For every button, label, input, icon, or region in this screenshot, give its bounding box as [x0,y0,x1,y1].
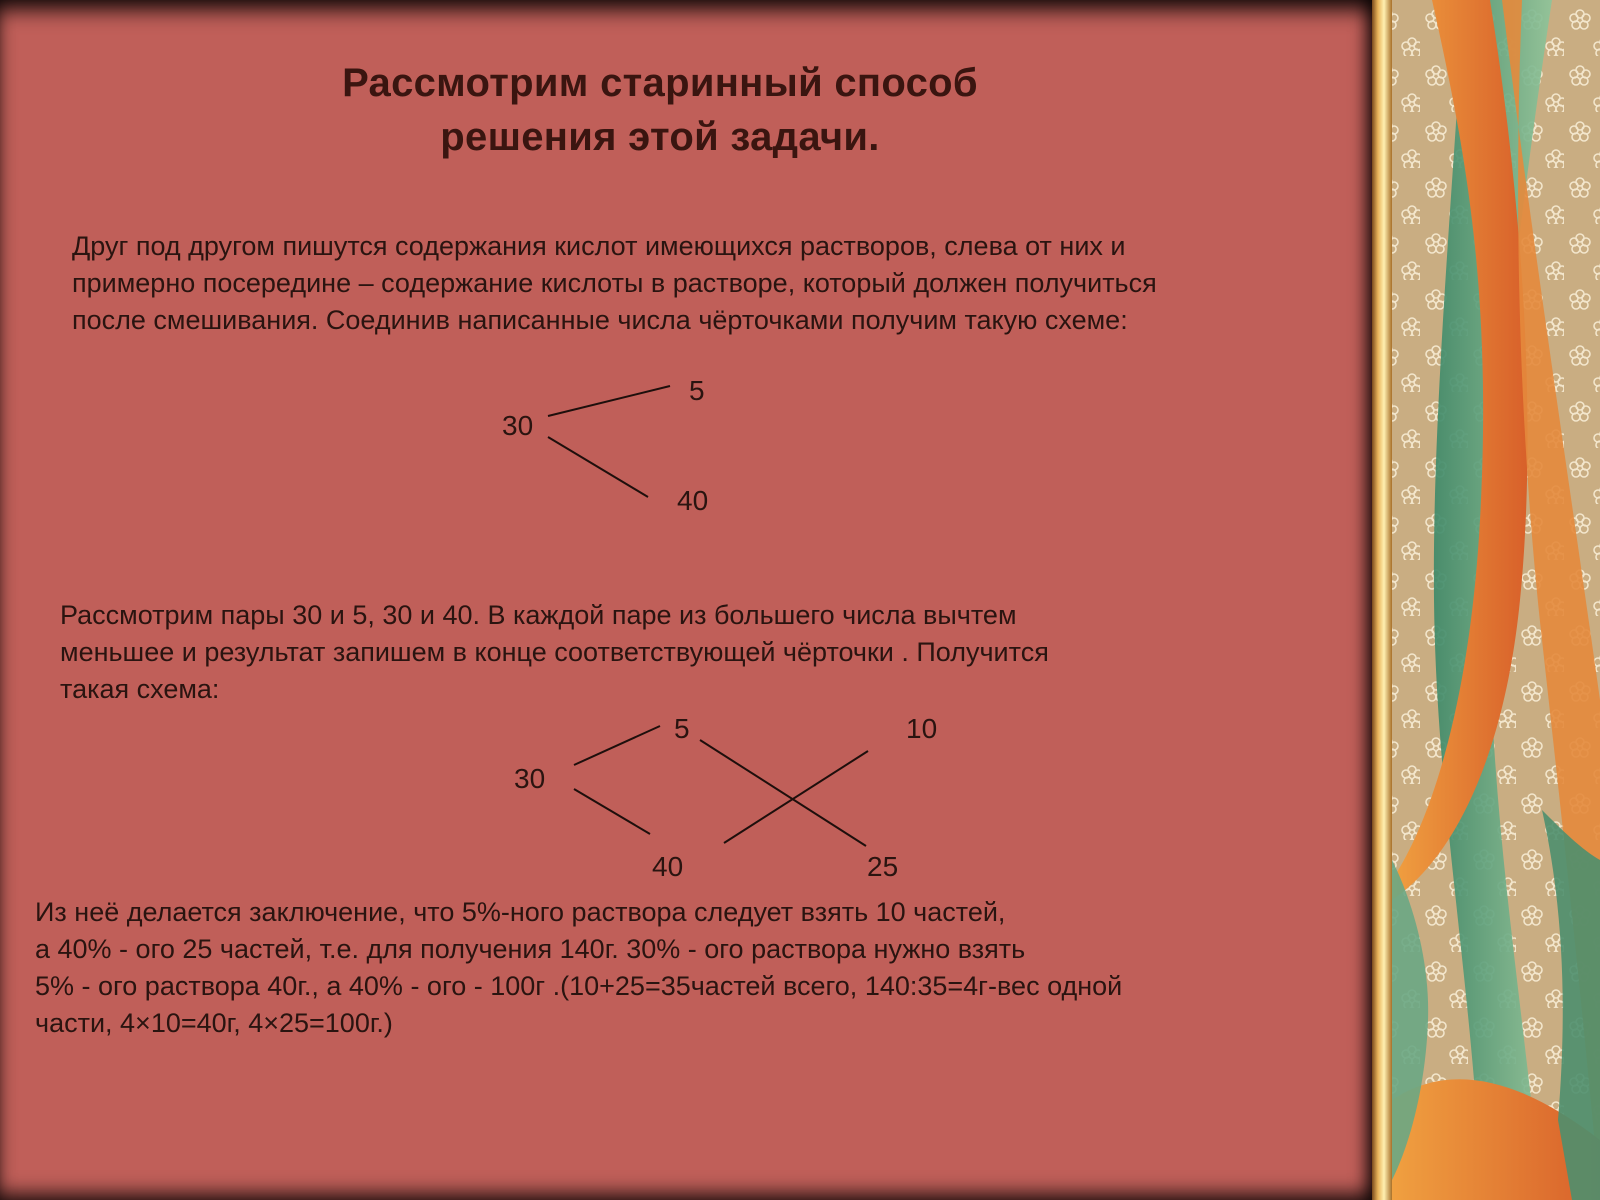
scheme2-cross-line-top-to-result [700,740,866,846]
conclusion-paragraph [35,894,1122,1042]
conclusion-line: Из неё делается заключение, что 5%-ного раствора следует взять 10 частей, [35,897,1006,927]
conclusion-line: а 40% - ого 25 частей, т.е. для получения 140г. 30% - ого раствора нужно взять [35,934,1026,964]
scheme2-result-bottom-number: 25 [867,851,899,882]
scheme2-cross-line-bottom-to-result [724,751,868,843]
scheme2-bottom-number: 40 [652,851,684,882]
title-line-1: Рассмотрим старинный способ [342,61,978,105]
slide-title [0,56,1320,164]
middle-line: меньшее и результат запишем в конце соответствующей чёрточки . Получится [60,637,1049,667]
middle-line: такая схема: [60,674,220,704]
conclusion-line: 5% - ого раствора 40г., а 40% - ого - 100г .(10+25=35частей всего, 140:35=4г-вес одной [35,971,1123,1001]
scheme2-line-to-top [574,726,660,765]
middle-paragraph [60,597,1049,708]
conclusion-line: части, 4×10=40г, 4×25=100г.) [35,1008,393,1038]
title-line-2: решения этой задачи. [440,115,880,159]
intro-paragraph [72,228,1157,339]
scheme1-line-to-bottom [548,437,648,497]
intro-line: после смешивания. Соединив написанные числа чёрточками получим такую схеме: [72,305,1128,335]
scheme2-result-top-number: 10 [906,713,938,744]
scheme1-bottom-number: 40 [677,485,709,516]
decorative-side-panel [1372,0,1600,1200]
scheme1-line-to-top [548,386,670,416]
middle-line: Рассмотрим пары 30 и 5, 30 и 40. В каждой паре из большего числа вычтем [60,600,1017,630]
intro-line: примерно посередине – содержание кислоты в растворе, который должен получиться [72,268,1157,298]
intro-line: Друг под другом пишутся содержания кислот имеющихся растворов, слева от них и [72,231,1126,261]
decorative-ribbon-art [1372,0,1600,1200]
scheme2-line-to-bottom [574,789,650,834]
scheme2-top-number: 5 [674,713,690,744]
scheme1-center-number: 30 [502,410,534,441]
scheme1-top-number: 5 [689,375,705,406]
scheme2-center-number: 30 [514,763,546,794]
